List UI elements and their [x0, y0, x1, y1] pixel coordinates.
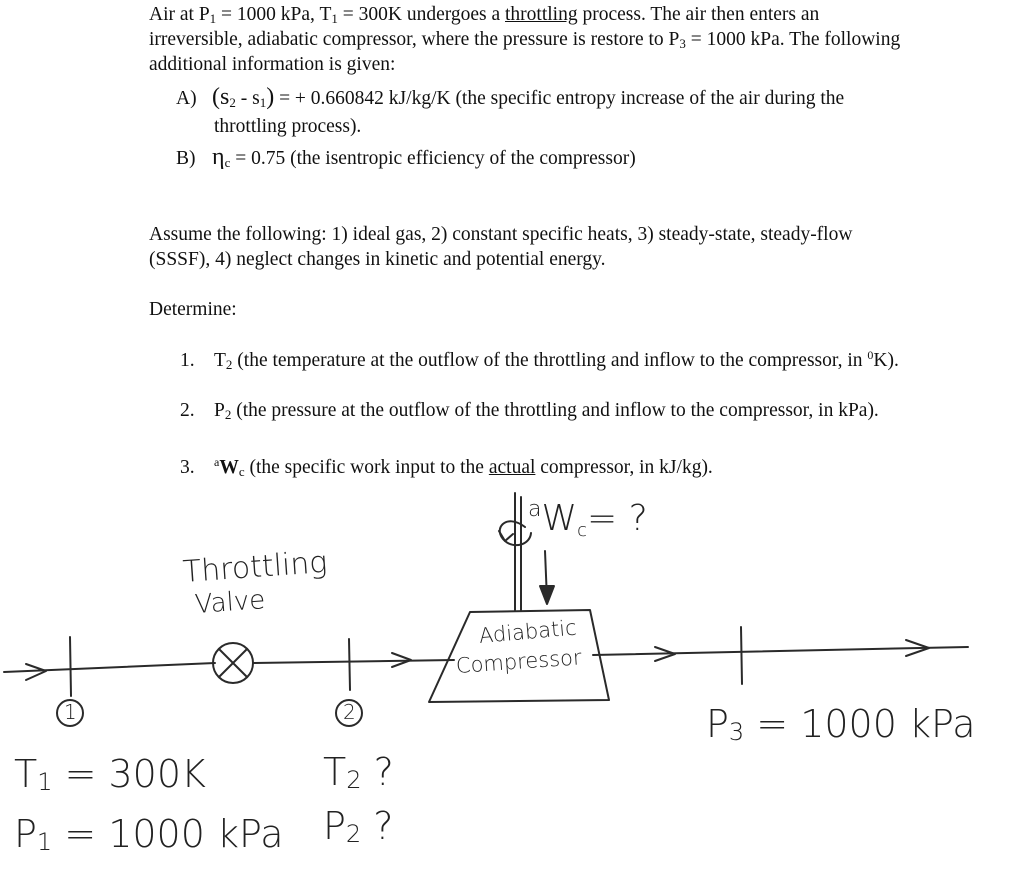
- work-shaft: [515, 493, 521, 610]
- state-3-pressure: $P_3 = 1000$ kPa: [706, 702, 976, 746]
- flow-arrow-1: [26, 664, 46, 680]
- question-2: 2. $P_2$ (the pressure at the outflow of the throttling and inflow to the compressor, in kPa).: [180, 400, 879, 422]
- problem-intro: [149, 2, 999, 77]
- given-item-a: A) $(s_2 - s_1)$ = + 0.660842 kJ/kg/K (the specific entropy increase of the air during the: [176, 84, 845, 110]
- station-2-tick: [349, 639, 350, 690]
- flow-line-2: [253, 660, 454, 663]
- work-label: $^aW_c=$ ?: [528, 497, 648, 541]
- determine-heading: Determine:: [149, 299, 237, 320]
- state-2-temperature: $T_2$ ?: [323, 750, 394, 794]
- assumptions-line-2: (SSSF), 4) neglect changes in kinetic and potential energy.: [149, 249, 606, 270]
- question-1: 1. $T_2$ (the temperature at the outflow of the throttling and inflow to the compressor, in $^0$K).: [180, 348, 899, 372]
- question-3: 3. $^aW_c$ (the specific work input to the actual compressor, in kJ/kg).: [180, 455, 713, 479]
- valve-label-line-2: Valve: [193, 585, 267, 620]
- compressor-label-line-1: Adiabatic: [477, 615, 578, 648]
- flow-line-outlet: [593, 647, 968, 655]
- assumptions-line-1: Assume the following: 1) ideal gas, 2) constant specific heats, 3) steady-state, steady-flow: [149, 224, 853, 245]
- state-1-pressure: $P_1 = 1000$ kPa: [14, 812, 284, 856]
- work-arrow-stem: [545, 551, 547, 600]
- shaft-rotation-head: [499, 531, 513, 541]
- state-2-pressure: $P_2$ ?: [323, 804, 394, 848]
- valve-cross: [219, 649, 247, 677]
- flow-arrow-3: [655, 647, 675, 661]
- throttling-term: throttling: [505, 4, 578, 25]
- state-1-number: 1: [64, 700, 77, 724]
- compressor-label-line-2: Compressor: [455, 645, 583, 678]
- flow-arrow-4: [906, 640, 929, 656]
- flow-arrow-2: [392, 653, 411, 667]
- state-1-temperature: $T_1 = 300K$: [14, 752, 206, 796]
- station-3-tick: [741, 627, 742, 684]
- valve-label-line-1: Throttling: [181, 544, 329, 590]
- state-2-number: 2: [343, 700, 356, 724]
- shaft-rotation-arrow: [500, 521, 531, 545]
- intro-line-1: Air at $P_1 = 1000$ kPa, $T_1 = 300K$ undergoes a throttling process. The air then enters an: [149, 4, 820, 26]
- given-item-a-continued: throttling process).: [214, 116, 362, 137]
- work-arrow-head: [540, 586, 554, 604]
- station-1-tick: [70, 637, 71, 696]
- given-item-b: B) $\eta_c = 0.75$ (the isentropic efficiency of the compressor): [176, 144, 636, 170]
- throttling-valve-symbol: [213, 643, 253, 683]
- intro-line-3: additional information is given:: [149, 54, 396, 75]
- flow-line-inlet: [4, 663, 215, 672]
- intro-line-2: irreversible, adiabatic compressor, where the pressure is restore to $P_3 = 1000$ kPa. The following: [149, 29, 901, 51]
